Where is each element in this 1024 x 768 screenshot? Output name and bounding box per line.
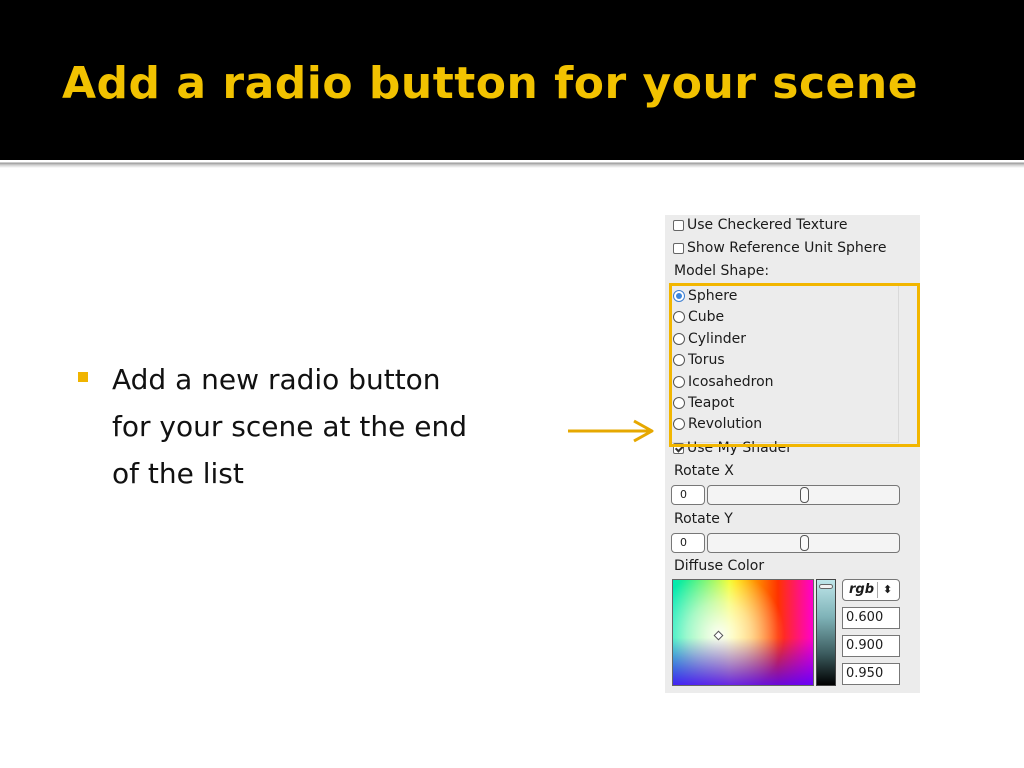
brightness-slider-handle[interactable]: [819, 584, 833, 589]
shape-option-teapot[interactable]: [673, 393, 734, 413]
shape-option-cylinder[interactable]: [673, 329, 746, 349]
rotate-y-slider-thumb[interactable]: [800, 535, 809, 551]
teapot-label: Teapot: [688, 395, 735, 411]
rotate-x-label: Rotate X: [674, 463, 734, 479]
torus-radio[interactable]: [673, 354, 685, 366]
shape-option-cube[interactable]: [673, 307, 724, 327]
controls-panel: [665, 215, 920, 693]
icosahedron-radio[interactable]: [673, 376, 685, 388]
rotate-x-value-input[interactable]: 0: [671, 485, 705, 505]
rotate-x-slider[interactable]: [707, 485, 900, 505]
rotate-y-value-input[interactable]: 0: [671, 533, 705, 553]
reference-sphere-label: Show Reference Unit Sphere: [687, 240, 887, 256]
green-value-input[interactable]: 0.900: [842, 635, 900, 657]
reference-sphere-checkbox[interactable]: [673, 243, 684, 254]
updown-arrows-icon: ⬍: [883, 583, 893, 596]
cylinder-label: Cylinder: [688, 331, 746, 347]
color-mode-value: rgb: [849, 582, 875, 597]
cylinder-radio[interactable]: [673, 333, 685, 345]
reference-sphere-option[interactable]: [673, 238, 886, 258]
sphere-label: Sphere: [688, 288, 738, 304]
bullet-marker: [78, 372, 88, 382]
bullet-text: Add a new radio button for your scene at the end of the list: [112, 363, 467, 490]
shape-option-torus[interactable]: [673, 350, 725, 370]
rotate-y-label: Rotate Y: [674, 511, 733, 527]
revolution-label: Revolution: [688, 416, 763, 432]
revolution-radio[interactable]: [673, 418, 685, 430]
checkered-texture-checkbox[interactable]: [673, 220, 684, 231]
checkered-texture-option[interactable]: [673, 215, 847, 235]
sphere-radio[interactable]: [673, 290, 685, 302]
teapot-radio[interactable]: [673, 397, 685, 409]
cube-label: Cube: [688, 309, 725, 325]
red-value-input[interactable]: 0.600: [842, 607, 900, 629]
pointer-arrow-icon: [564, 416, 660, 446]
diffuse-color-label: Diffuse Color: [674, 558, 765, 574]
shape-option-revolution[interactable]: [673, 414, 762, 434]
icosahedron-label: Icosahedron: [688, 374, 774, 390]
use-my-shader-checkbox[interactable]: [673, 443, 684, 454]
rotate-x-slider-thumb[interactable]: [800, 487, 809, 503]
color-picker-field[interactable]: [672, 579, 814, 686]
slide-title: Add a radio button for your scene: [62, 58, 919, 109]
use-my-shader-option[interactable]: [673, 438, 792, 458]
torus-label: Torus: [688, 352, 725, 368]
cube-radio[interactable]: [673, 311, 685, 323]
use-my-shader-label: Use My Shader: [687, 440, 793, 456]
brightness-slider[interactable]: [816, 579, 836, 686]
rotate-y-slider[interactable]: [707, 533, 900, 553]
shape-option-sphere[interactable]: [673, 286, 737, 306]
checkered-texture-label: Use Checkered Texture: [687, 217, 848, 233]
color-mode-select[interactable]: [842, 579, 900, 601]
model-shape-label: Model Shape:: [674, 263, 770, 279]
shape-option-icosahedron[interactable]: [673, 372, 774, 392]
title-divider: [0, 160, 1024, 168]
blue-value-input[interactable]: 0.950: [842, 663, 900, 685]
